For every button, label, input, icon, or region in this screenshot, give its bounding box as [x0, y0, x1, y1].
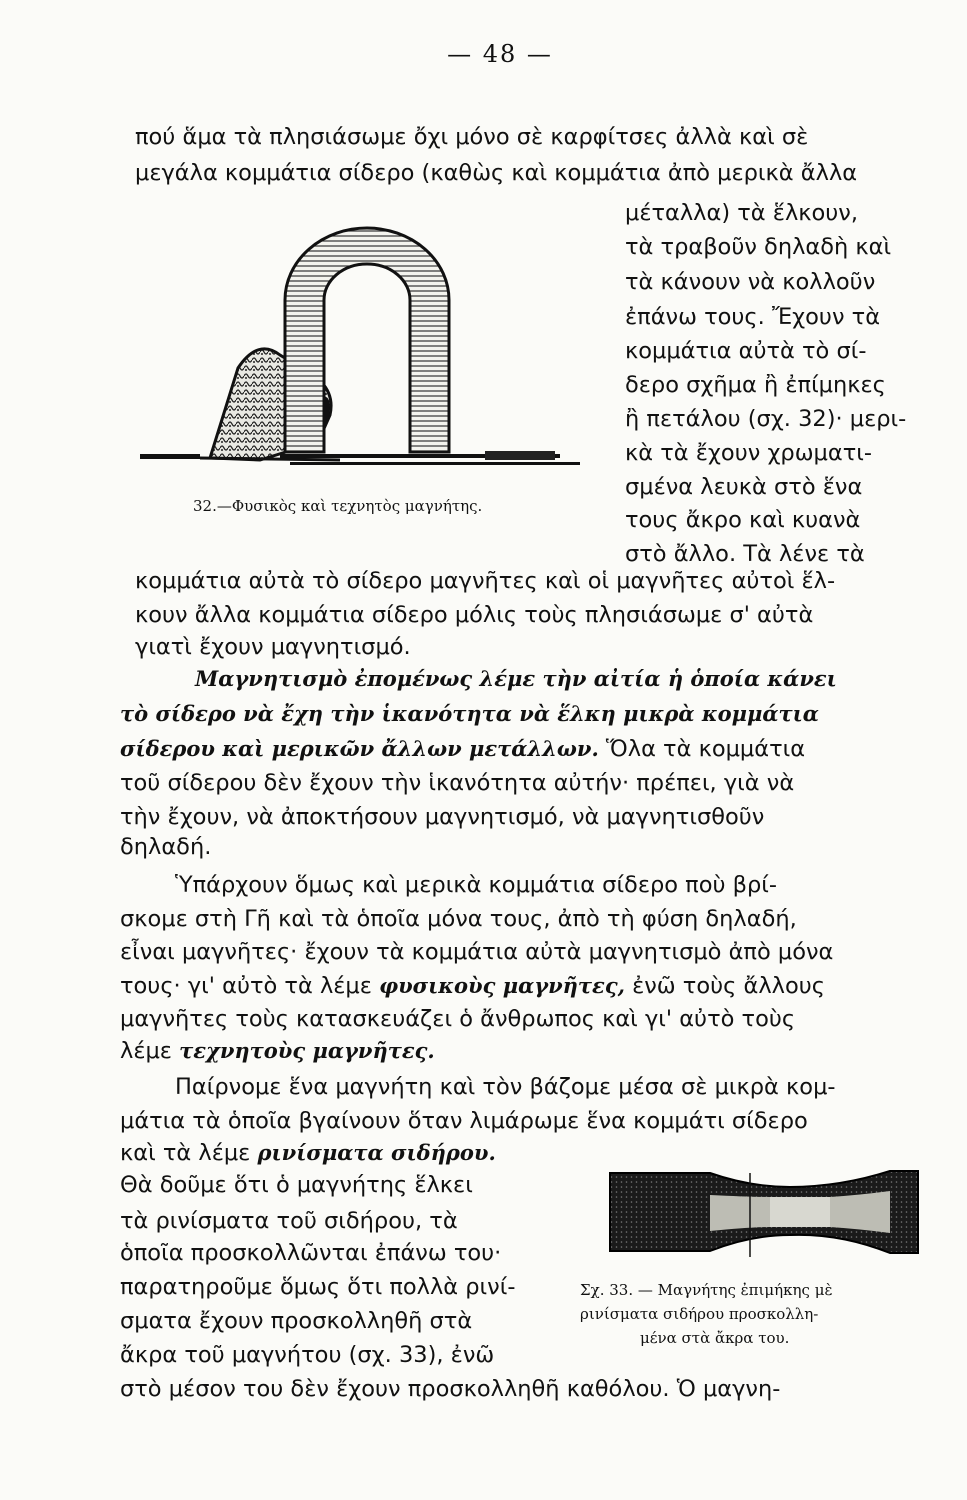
figure-33-caption: Σχ. 33. — Μαγνήτης ἐπιμήκης μὲ [580, 1281, 833, 1299]
text-line: τους ἄκρο καὶ κυανὰ [625, 507, 861, 533]
page-number: — 48 — [447, 40, 553, 68]
text-span: καὶ τὰ λέμε [120, 1140, 251, 1166]
text-line: ἢ πετάλου (σχ. 32)· μερι- [625, 406, 907, 432]
text-line: τὸ σίδερο νὰ ἔχη τὴν ἱκανότητα νὰ ἕλκη μικρὰ κομμάτια [120, 701, 819, 726]
text-line: μεγάλα κομμάτια σίδερο (καθὼς καὶ κομμάτια ἀπὸ μερικὰ ἄλλα [135, 160, 858, 186]
text-line [120, 734, 805, 764]
text-line: στὸ ἄλλο. Τὰ λένε τὰ [625, 541, 865, 567]
text-line: Θὰ δοῦμε ὅτι ὁ μαγνήτης ἕλκει [120, 1172, 473, 1198]
text-line: σμένα λευκὰ στὸ ἕνα [625, 474, 863, 500]
text-line: Μαγνητισμὸ ἐπομένως λέμε τὴν αἰτία ἡ ὁποία κάνει [195, 666, 837, 691]
text-line: ἄκρα τοῦ μαγνήτου (σχ. 33), ἐνῶ [120, 1342, 495, 1368]
text-line: σματα ἔχουν προσκολληθῆ στὰ [120, 1308, 473, 1334]
text-line: παρατηροῦμε ὅμως ὅτι πολλὰ ρινί- [120, 1274, 516, 1300]
text-line: τοῦ σίδερου δὲν ἔχουν τὴν ἱκανότητα αὐτήν· πρέπει, γιὰ νὰ [120, 770, 795, 796]
text-line: σκομε στὴ Γῆ καὶ τὰ ὁποῖα μόνα τους, ἀπὸ τὴ φύση δηλαδή, [120, 906, 797, 932]
text-line: εἶναι μαγνῆτες· ἔχουν τὰ κομμάτια αὐτὰ μαγνητισμὸ ἀπὸ μόνα [120, 939, 834, 965]
text-line: κὰ τὰ ἔχουν χρωματι- [625, 440, 872, 466]
text-line: Παίρνομε ἕνα μαγνήτη καὶ τὸν βάζομε μέσα σὲ μικρὰ κομ- [175, 1074, 836, 1100]
emphasis-text: ρινίσματα σιδήρου. [257, 1140, 496, 1165]
text-line: κομμάτια αὐτὰ τὸ σίδερο μαγνῆτες καὶ οἱ μαγνῆτες αὐτοὶ ἕλ- [135, 568, 836, 594]
text-line: γιατὶ ἔχουν μαγνητισμό. [135, 634, 411, 660]
figure-32-illustration [140, 220, 580, 480]
emphasis-text: φυσικοὺς μαγνῆτες, [379, 973, 625, 998]
text-line: μαγνῆτες τοὺς κατασκευάζει ὁ ἄνθρωπος καὶ γι' αὐτὸ τοὺς [120, 1006, 796, 1032]
text-line: μάτια τὰ ὁποῖα βγαίνουν ὅταν λιμάρωμε ἕνα κομμάτι σίδερο [120, 1108, 808, 1134]
text-line: μέταλλα) τὰ ἕλκουν, [625, 200, 859, 226]
text-span: ἐνῶ τοὺς ἄλλους [632, 973, 825, 999]
text-span: λέμε [120, 1038, 172, 1064]
text-line: στὸ μέσον του δὲν ἔχουν προσκολληθῆ καθόλου. Ὁ μαγνη- [120, 1376, 781, 1402]
text-line: τὴν ἔχουν, νὰ ἀποκτήσουν μαγνητισμό, νὰ μαγνητισθοῦν [120, 804, 765, 830]
figure-33-caption: μένα στὰ ἄκρα του. [640, 1329, 790, 1347]
text-span: Ὅλα τὰ κομμάτια [605, 736, 806, 762]
text-span: τους· γι' αὐτὸ τὰ λέμε [120, 973, 372, 999]
figure-33-illustration [600, 1165, 930, 1265]
emphasis-text: σίδερου καὶ μερικῶν ἄλλων μετάλλων. [120, 736, 599, 761]
text-line: κουν ἄλλα κομμάτια σίδερο μόλις τοὺς πλησιάσωμε σ' αὐτὰ [135, 602, 814, 628]
text-line: Ὑπάρχουν ὅμως καὶ μερικὰ κομμάτια σίδερο ποὺ βρί- [175, 872, 778, 898]
text-line: δερο σχῆμα ἢ ἐπίμηκες [625, 372, 886, 398]
text-line: δηλαδή. [120, 834, 212, 860]
text-line [120, 1036, 435, 1066]
figure-33-caption: ρινίσματα σιδήρου προσκολλη- [580, 1305, 819, 1323]
emphasis-text: τεχνητοὺς μαγνῆτες. [179, 1038, 435, 1063]
text-line: ἐπάνω τους. Ἔχουν τὰ [625, 304, 881, 330]
text-line: τὰ ρινίσματα τοῦ σιδήρου, τὰ [120, 1208, 458, 1234]
text-line [120, 971, 825, 1001]
figure-32-caption: 32.—Φυσικὸς καὶ τεχνητὸς μαγνήτης. [193, 497, 483, 515]
text-line: ὁποῖα προσκολλῶνται ἐπάνω του· [120, 1240, 502, 1266]
text-line: τὰ κάνουν νὰ κολλοῦν [625, 269, 876, 295]
text-line: πού ἅμα τὰ πλησιάσωμε ὄχι μόνο σὲ καρφίτσες ἀλλὰ καὶ σὲ [135, 124, 809, 150]
text-line: τὰ τραβοῦν δηλαδὴ καὶ [625, 234, 892, 260]
text-line: κομμάτια αὐτὰ τὸ σί- [625, 338, 867, 364]
text-line [120, 1138, 496, 1168]
